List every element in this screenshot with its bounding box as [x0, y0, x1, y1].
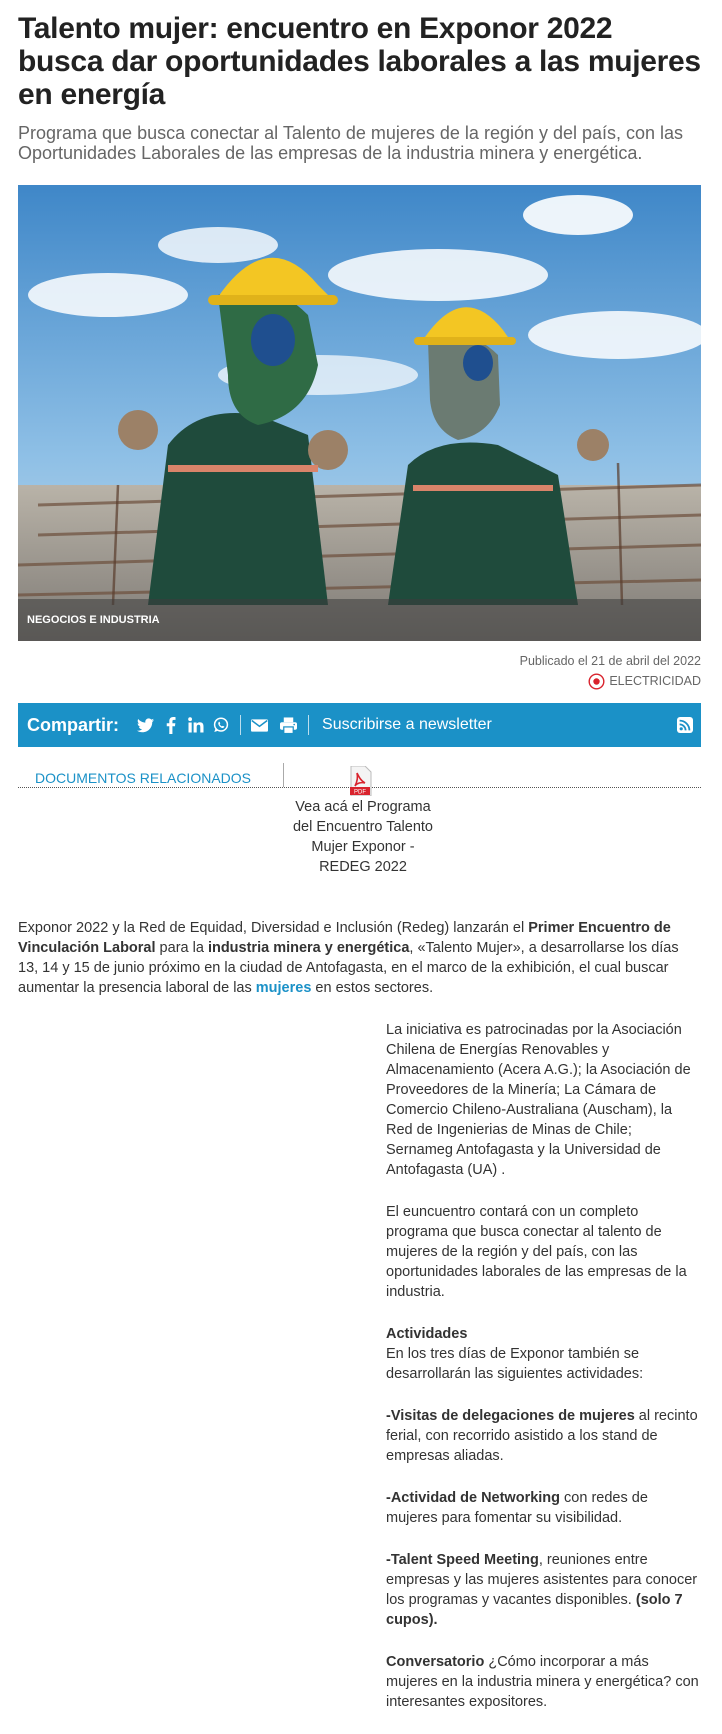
activity-text: al recinto ferial, con recorrido asistido a los stand de empresas aliadas.	[386, 1408, 698, 1464]
article-subtitle: Programa que busca conectar al Talento de mujeres de la región y del país, con las Oportunidades Laborales de las empresas de la industria minera y energética.	[18, 123, 684, 163]
share-bar	[18, 703, 701, 747]
article-title: Talento mujer: encuentro en Exponor 2022 busca dar oportunidades laborales a las mujeres en energía	[18, 12, 701, 111]
article	[18, 0, 701, 1710]
activities-heading: Actividades	[386, 1326, 468, 1342]
share-separator	[240, 715, 241, 735]
share-label: Compartir:	[27, 714, 120, 735]
text-run: en estos sectores.	[311, 980, 434, 996]
paragraph-program: El euncuentro contará con un completo programa que busca conectar al talento de mujeres de la región y del país, con las oportunidades laborales de las empresas de la industria.	[386, 1204, 687, 1300]
share-separator	[308, 715, 309, 735]
article-body-column	[386, 1020, 701, 1734]
hero-image	[18, 185, 701, 641]
facebook-icon[interactable]	[162, 717, 179, 734]
activity-item	[386, 1406, 701, 1466]
article-meta	[520, 651, 701, 691]
activities-intro: En los tres días de Exponor también se desarrollarán las siguientes actividades:	[386, 1346, 644, 1382]
activity-item	[386, 1488, 701, 1528]
published-date: Publicado el 21 de abril del 2022	[519, 654, 701, 668]
activity-title: -Actividad de Networking	[386, 1490, 561, 1506]
pdf-icon[interactable]	[349, 766, 373, 801]
newsletter-link[interactable]: Suscribirse a newsletter	[322, 716, 492, 733]
rss-icon[interactable]	[677, 717, 693, 733]
activity-text: ¿Cómo incorporar a más mujeres en la industria minera y energética? con interesantes expositores.	[386, 1654, 699, 1710]
pdf-badge: PDF	[354, 789, 366, 796]
text-run: , «Talento Mujer», a desarrollarse los días 13, 14 y 15 de junio próximo en la ciudad de Antofagasta, en el marco de la exhibición, el cual buscar aumentar la presencia laboral de las	[18, 940, 679, 996]
email-icon[interactable]	[251, 717, 268, 734]
image-category-overlay	[18, 599, 701, 641]
twitter-icon[interactable]	[137, 717, 154, 734]
linkedin-icon[interactable]	[187, 717, 204, 734]
activity-item	[386, 1550, 701, 1630]
related-document-link[interactable]: Vea acá el Programa del Encuentro Talento Mujer Exponor -REDEG 2022	[292, 799, 433, 875]
activity-title: -Visitas de delegaciones de mujeres	[386, 1408, 635, 1424]
whatsapp-icon[interactable]	[212, 717, 229, 734]
bold-text: Primer Encuentro de Vinculación Laboral	[18, 920, 671, 956]
activity-title: -Talent Speed Meeting	[386, 1552, 539, 1568]
print-icon[interactable]	[280, 717, 297, 734]
activity-text: , reuniones entre empresas y las mujeres asistentes para conocer los programas y vacantes disponibles.	[386, 1552, 698, 1608]
lead-paragraph	[18, 918, 701, 998]
hero-photo	[18, 185, 701, 641]
category-icon	[588, 673, 605, 690]
text-run: para la	[155, 940, 208, 956]
paragraph-sponsors: La iniciativa es patrocinadas por la Asociación Chilena de Energías Renovables y Almacenamiento (Acera A.G.); la Asociación de Proveedores de la Minería; La Cámara de Comercio Chileno-Australiana (Auscham), la Red de Ingenierias de Minas de Chile; Sernameg Antofagasta y la Universidad de Antofagasta (UA) .	[386, 1022, 691, 1178]
image-category-label[interactable]: NEGOCIOS E INDUSTRIA	[27, 614, 160, 626]
paragraph-activities	[386, 1324, 701, 1384]
related-documents-tab[interactable]: DOCUMENTOS RELACIONADOS	[35, 770, 251, 786]
category-label: ELECTRICIDAD	[609, 674, 701, 688]
tab-separator	[283, 763, 284, 787]
mujeres-tag-link[interactable]: mujeres	[255, 980, 312, 996]
text-run: Exponor 2022 y la Red de Equidad, Diversidad e Inclusión (Redeg) lanzarán el	[18, 920, 529, 936]
activity-item	[386, 1652, 701, 1712]
bold-text: industria minera y energética	[207, 940, 410, 956]
activity-note: (solo 7 cupos).	[386, 1592, 683, 1628]
activity-text: con redes de mujeres para fomentar su visibilidad.	[386, 1490, 648, 1526]
category-link[interactable]	[520, 671, 701, 691]
activity-title: Conversatorio	[386, 1654, 485, 1670]
